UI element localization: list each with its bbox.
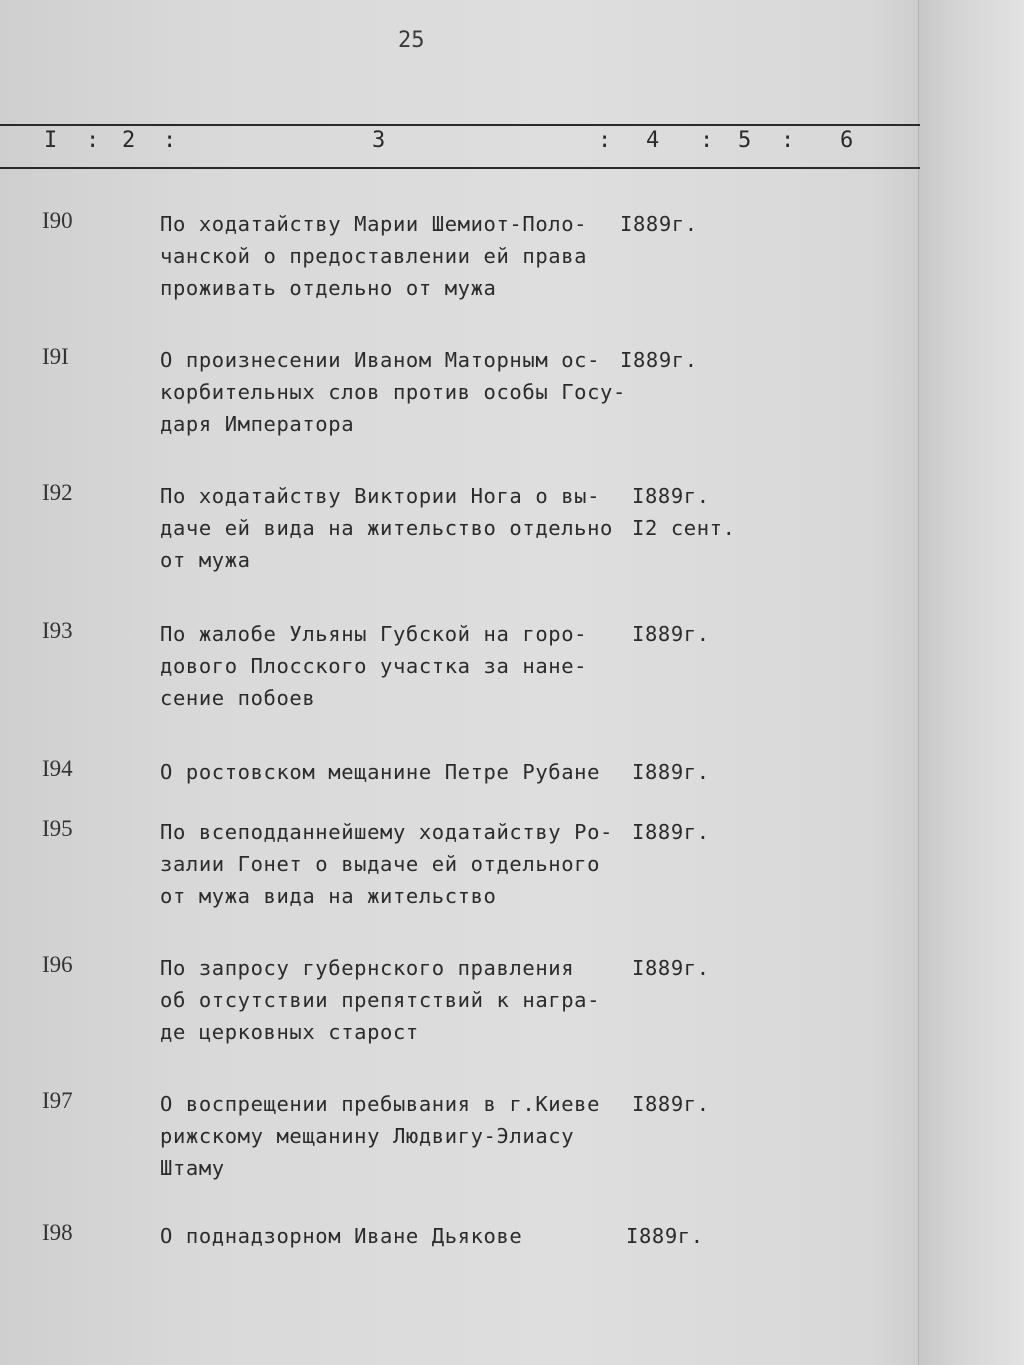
entry-title-line: об отсутствии препятствий к награ-: [160, 988, 601, 1012]
entry-title-line: даче ей вида на жительство отдельно: [160, 516, 613, 540]
entry-title-line: де церковных старост: [160, 1020, 419, 1044]
page-number: 25: [398, 28, 425, 53]
page-edge: [918, 0, 1024, 1365]
entry-title-line: от мужа вида на жительство: [160, 884, 497, 908]
entry-number: I97: [42, 1088, 73, 1113]
entry-date: [620, 208, 698, 240]
column-header-3: 3: [372, 128, 386, 153]
entry-date-line: I889г.: [632, 622, 710, 646]
entry-date-line: I889г.: [632, 956, 710, 980]
entry-title-line: чанской о предоставлении ей права: [160, 244, 588, 268]
column-separator: :: [163, 128, 177, 153]
entry-date-line: I889г.: [632, 760, 710, 784]
entry-title: [160, 952, 630, 1048]
entry-title: [160, 1088, 630, 1184]
entry-number: I92: [42, 480, 73, 505]
entry-title-line: даря Императора: [160, 412, 355, 436]
column-header-2: 2: [122, 128, 136, 153]
entry-title-line: от мужа: [160, 548, 251, 572]
entry-date: [632, 480, 736, 544]
entry-date-line: I889г.: [620, 212, 698, 236]
entry-number: I98: [42, 1220, 73, 1245]
column-header-5: 5: [738, 128, 752, 153]
entry-date: [632, 618, 710, 650]
entry-title: [160, 756, 630, 788]
entry-number: I96: [42, 952, 73, 977]
entry-date: [632, 816, 710, 848]
entry-title-line: О поднадзорном Иване Дьякове: [160, 1224, 523, 1248]
entry-title-line: О ростовском мещанине Петре Рубане: [160, 760, 601, 784]
column-separator: :: [781, 128, 795, 153]
entry-date: [620, 344, 698, 376]
column-header-1: I: [44, 128, 58, 153]
entry-number: I90: [42, 208, 73, 233]
entry-date: [632, 1088, 710, 1120]
entry-number: I95: [42, 816, 73, 841]
entry-title: [160, 208, 630, 304]
entry-date-line: I889г.: [620, 348, 698, 372]
entry-title-line: По ходатайству Виктории Нога о вы-: [160, 484, 601, 508]
entry-number: I94: [42, 756, 73, 781]
entry-date: [632, 756, 710, 788]
header-rule-bottom: [0, 167, 920, 169]
column-separator: :: [86, 128, 100, 153]
entry-date: [632, 952, 710, 984]
header-rule-top: [0, 124, 920, 126]
entry-title-line: По всеподданнейшему ходатайству Ро-: [160, 820, 613, 844]
column-separator: :: [700, 128, 714, 153]
entry-date-line: I889г.: [632, 1092, 710, 1116]
entry-title: [160, 480, 630, 576]
entry-date-line: I889г.: [632, 484, 710, 508]
entry-title-line: О воспрещении пребывания в г.Киеве: [160, 1092, 601, 1116]
entry-title-line: О произнесении Иваном Маторным ос-: [160, 348, 601, 372]
entry-title-line: По запросу губернского правления: [160, 956, 575, 980]
entry-title: [160, 618, 630, 714]
entry-title-line: рижскому мещанину Людвигу-Элиасу: [160, 1124, 575, 1148]
entry-date-line: I2 сент.: [632, 516, 736, 540]
column-header-6: 6: [840, 128, 854, 153]
entry-number: I93: [42, 618, 73, 643]
column-header-4: 4: [646, 128, 660, 153]
entry-date-line: I889г.: [632, 820, 710, 844]
entry-title-line: проживать отдельно от мужа: [160, 276, 497, 300]
entry-title-line: Штаму: [160, 1156, 225, 1180]
entry-date-line: I889г.: [626, 1224, 704, 1248]
entry-title-line: сение побоев: [160, 686, 316, 710]
column-separator: :: [598, 128, 612, 153]
entry-title: [160, 1220, 630, 1252]
entry-title-line: дового Плосского участка за нане-: [160, 654, 588, 678]
entry-title: [160, 344, 630, 440]
entry-title-line: корбительных слов против особы Госу-: [160, 380, 626, 404]
entry-title-line: По ходатайству Марии Шемиот-Поло-: [160, 212, 588, 236]
entry-title: [160, 816, 630, 912]
entry-title-line: залии Гонет о выдаче ей отдельного: [160, 852, 601, 876]
entry-number: I9I: [42, 344, 69, 369]
entry-date: [626, 1220, 704, 1252]
entry-title-line: По жалобе Ульяны Губской на горо-: [160, 622, 588, 646]
